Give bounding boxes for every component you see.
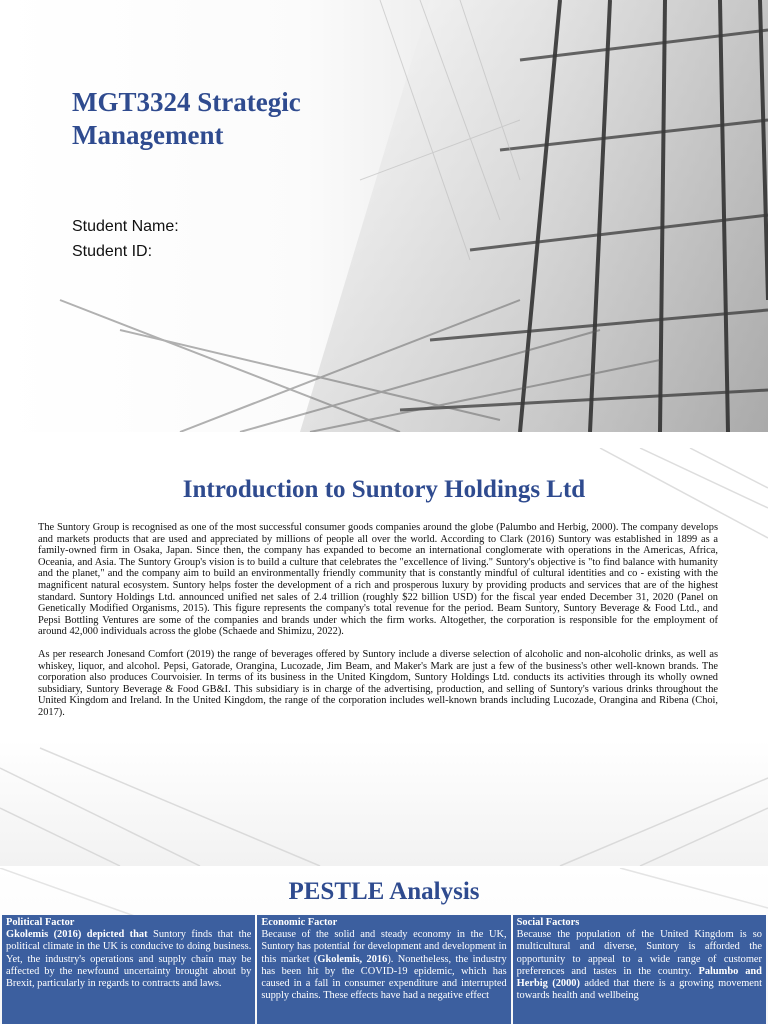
introduction-slide	[0, 448, 768, 866]
social-factors-column	[513, 915, 766, 1024]
student-name-label: Student Name:	[72, 218, 179, 235]
introduction-body	[38, 522, 718, 730]
economic-factor-heading: Economic Factor	[261, 917, 338, 928]
citation-bold: Gkolemis, 2016	[317, 953, 388, 965]
citation-bold: Gkolemis (2016) depicted that	[6, 929, 148, 941]
social-factors-heading: Social Factors	[516, 917, 580, 928]
intro-paragraph: As per research Jonesand Comfort (2019) the range of beverages offered by Suntory include a diverse selection of alcoholic and non-alcoholic drinks, as well as whiskey, liquor, and alcohol. Pepsi, Gatorade, Orangina, Lucozade, Jim Beam, and Maker's Mark are just a few of the business's other well-known brands. The corporation also produces Courvoisier. In terms of its business in the United Kingdom, Suntory Holdings Ltd. conducts its activities through its wholly owned subsidiary, Suntory Beverage & Food GB&I. This subsidiary is in charge of the advertising, production, and selling of Suntory's various drinks throughout the United Kingdom and Ireland. In the United Kingdom, the range of the corporation includes well-known brands including Lucozade, Orangina and Ribena (Choi, 2017).	[38, 648, 718, 718]
body-text: Suntory finds that the political climate in the UK is conducive to doing business. Yet, the industry's operations and supply chain may be affected by the newfound uncertainty brought about by Brexit, particularly in regards to contracts and laws.	[6, 929, 252, 990]
political-factor-text	[6, 929, 251, 990]
pestle-table	[2, 915, 766, 1024]
economic-factor-column	[257, 915, 510, 1024]
body-text: Because the population of the United Kingdom is so multicultural and diverse, Suntory is afforded the opportunity to appeal to a wide range of customer preferences and tastes in the country.	[516, 929, 762, 977]
citation-bold: Palumbo and Herbig (2000)	[516, 965, 762, 990]
intro-paragraph: The Suntory Group is recognised as one of the most successful consumer goods companies around the globe (Palumbo and Herbig, 2000). The company develops and markets products that are used and appreciated by millions of people all over the world. According to Clark (2016) Suntory was established in 1899 as a family-owned firm in Osaka, Japan. Since then, the company has expanded to become an international conglomerate with operations in the Americas, Africa, Oceania, and Asia. The Suntory Group's vision is to build a culture that celebrates the "excellence of living." Suntory's objective is "to find balance with humanity and the planet," and the company aim to build an environmentally friendly community that is constantly mindful of cultural identities and co - existing with the magnificent natural ecosystem. Suntory helps foster the development of a rich and prosperous luxury by providing products and services that are of the highest standard. Suntory Holdings Ltd. announced unified net sales of 2.4 trillion (roughly $22 billion USD) for the fiscal year ended December 31, 2020 (Panel on Genetically Modified Organisms, 2015). This figure represents the company's total revenue for the period. Beam Suntory, Suntory Beverage & Food Ltd., and Pepsi Bottling Ventures are some of the companies and brands under which the firm works. Altogether, the corporation is responsible for the employment of around 42,000 individuals across the globe (Schaede and Shimizu, 2022).	[38, 522, 718, 638]
title-slide	[0, 0, 768, 432]
pestle-heading: PESTLE Analysis	[288, 878, 480, 905]
political-factor-column	[2, 915, 255, 1024]
body-text: ). Nonetheless, the industry has been hit by the COVID-19 epidemic, which has caused in a fall in consumer expenditure and interrupted supply chains. These effects have had a negative effect	[261, 953, 507, 1002]
introduction-heading: Introduction to Suntory Holdings Ltd	[182, 476, 586, 503]
body-text: added that there is a growing movement towards health and wellbeing	[516, 978, 762, 1002]
political-factor-heading: Political Factor	[6, 917, 75, 928]
social-factors-text	[517, 929, 762, 1002]
body-text: Because of the solid and steady economy in the UK, Suntory has potential for development and development in this market (	[261, 929, 507, 965]
student-id-label: Student ID:	[72, 243, 153, 260]
economic-factor-text	[261, 929, 506, 1002]
building-glass-facade-image	[0, 0, 768, 432]
presentation-title: MGT3324 Strategic Management	[72, 87, 301, 150]
pestle-slide	[0, 868, 768, 1024]
